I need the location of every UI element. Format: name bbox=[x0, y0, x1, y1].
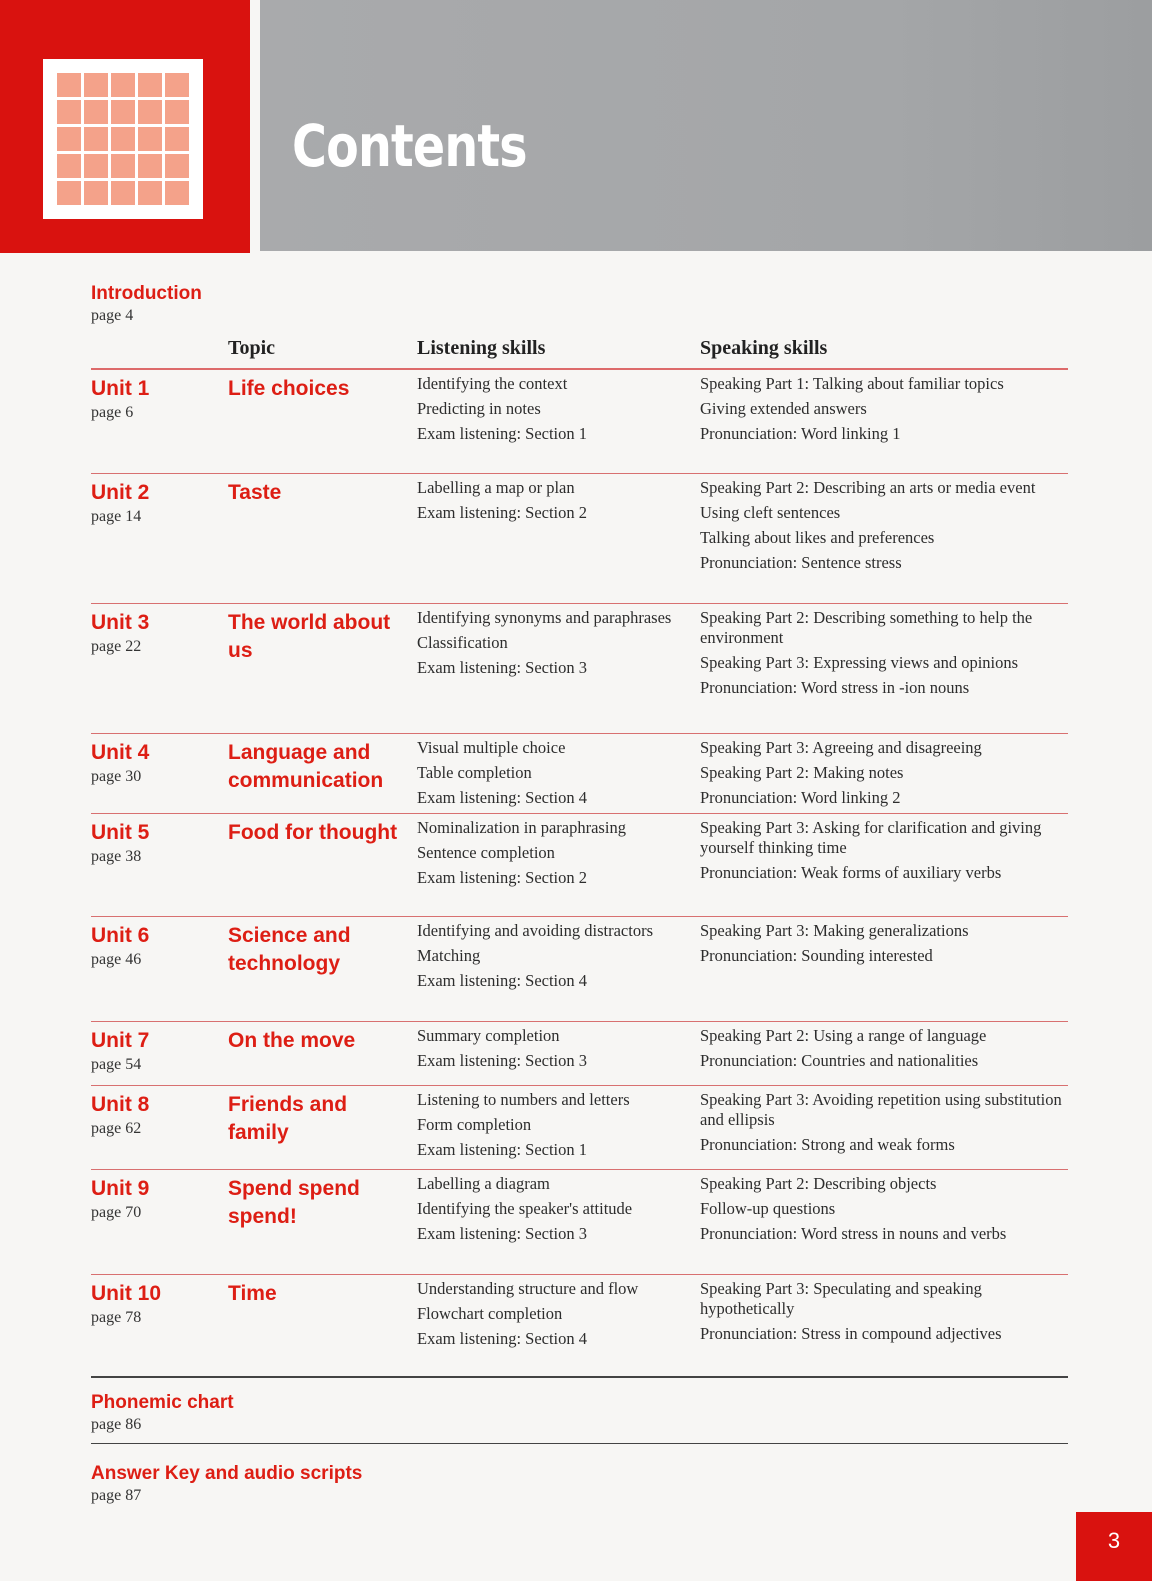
skill-item: Pronunciation: Word linking 2 bbox=[700, 788, 901, 807]
skill-item: Exam listening: Section 4 bbox=[417, 1329, 588, 1348]
skill-item: Speaking Part 2: Describing objects bbox=[700, 1174, 937, 1193]
column-header-speaking: Speaking skills bbox=[700, 337, 828, 359]
skill-item: Predicting in notes bbox=[417, 399, 541, 418]
skill-item: Exam listening: Section 2 bbox=[417, 868, 588, 887]
unit-label[interactable]: Unit 10 bbox=[91, 1282, 162, 1305]
speaking-skills bbox=[700, 1174, 1068, 1249]
speaking-skills bbox=[700, 921, 1068, 971]
answer-key-page: page 87 bbox=[91, 1487, 142, 1504]
table-row-unit-4[interactable] bbox=[91, 734, 1068, 814]
phonemic-page: page 86 bbox=[91, 1416, 142, 1433]
unit-page: page 38 bbox=[91, 848, 142, 865]
listening-skills bbox=[417, 478, 697, 528]
skill-item: Form completion bbox=[417, 1115, 532, 1134]
listening-skills bbox=[417, 1174, 697, 1249]
unit-page: page 6 bbox=[91, 404, 134, 421]
listening-skills bbox=[417, 818, 697, 893]
skill-item: Sentence completion bbox=[417, 843, 555, 862]
table-row-unit-6[interactable] bbox=[91, 917, 1068, 1022]
listening-skills bbox=[417, 921, 697, 996]
skill-item: Speaking Part 2: Making notes bbox=[700, 763, 904, 782]
skill-item: Speaking Part 2: Describing something to help the environment bbox=[700, 608, 1033, 647]
table-row-unit-5[interactable] bbox=[91, 814, 1068, 917]
unit-topic[interactable]: Language and communication bbox=[228, 741, 384, 792]
table-row-unit-10[interactable] bbox=[91, 1275, 1068, 1378]
table-row-unit-9[interactable] bbox=[91, 1170, 1068, 1275]
skill-item: Exam listening: Section 3 bbox=[417, 658, 588, 677]
phonemic-label[interactable]: Phonemic chart bbox=[91, 1392, 234, 1413]
unit-topic[interactable]: Friends and family bbox=[228, 1093, 348, 1144]
unit-page: page 22 bbox=[91, 638, 142, 655]
unit-topic[interactable]: Taste bbox=[228, 481, 282, 504]
skill-item: Speaking Part 2: Using a range of language bbox=[700, 1026, 987, 1045]
unit-label[interactable]: Unit 7 bbox=[91, 1029, 150, 1052]
skill-item: Follow-up questions bbox=[700, 1199, 836, 1218]
skill-item: Understanding structure and flow bbox=[417, 1279, 639, 1298]
listening-skills bbox=[417, 608, 697, 683]
skill-item: Speaking Part 3: Expressing views and opinions bbox=[700, 653, 1019, 672]
table-row-unit-8[interactable] bbox=[91, 1086, 1068, 1170]
unit-label[interactable]: Unit 1 bbox=[91, 377, 150, 400]
skill-item: Exam listening: Section 1 bbox=[417, 1140, 588, 1159]
unit-page: page 62 bbox=[91, 1120, 142, 1137]
answer-key-label[interactable]: Answer Key and audio scripts bbox=[91, 1463, 363, 1484]
skill-item: Pronunciation: Countries and nationalities bbox=[700, 1051, 979, 1070]
unit-topic[interactable]: The world about us bbox=[228, 611, 391, 662]
unit-label[interactable]: Unit 2 bbox=[91, 481, 150, 504]
logo bbox=[43, 59, 203, 219]
skill-item: Identifying synonyms and paraphrases bbox=[417, 608, 672, 627]
skill-item: Identifying and avoiding distractors bbox=[417, 921, 653, 940]
skill-item: Pronunciation: Sentence stress bbox=[700, 553, 902, 572]
skill-item: Pronunciation: Word stress in nouns and verbs bbox=[700, 1224, 1007, 1243]
skill-item: Exam listening: Section 3 bbox=[417, 1224, 588, 1243]
skill-item: Exam listening: Section 1 bbox=[417, 424, 588, 443]
skill-item: Speaking Part 2: Describing an arts or media event bbox=[700, 478, 1036, 497]
speaking-skills bbox=[700, 738, 1068, 813]
skill-item: Exam listening: Section 4 bbox=[417, 971, 588, 990]
skill-item: Speaking Part 3: Avoiding repetition using substitution and ellipsis bbox=[700, 1090, 1062, 1129]
listening-skills bbox=[417, 1090, 697, 1165]
skill-item: Speaking Part 3: Speculating and speaking hypothetically bbox=[700, 1279, 982, 1318]
speaking-skills bbox=[700, 1090, 1068, 1160]
unit-page: page 46 bbox=[91, 951, 142, 968]
unit-label[interactable]: Unit 4 bbox=[91, 741, 150, 764]
page-title: Contents bbox=[292, 112, 527, 180]
table-row-unit-1[interactable] bbox=[91, 370, 1068, 474]
skill-item: Pronunciation: Weak forms of auxiliary verbs bbox=[700, 863, 1002, 882]
unit-label[interactable]: Unit 3 bbox=[91, 611, 150, 634]
speaking-skills bbox=[700, 374, 1068, 449]
answer-key-section[interactable] bbox=[91, 1463, 362, 1505]
intro-label[interactable]: Introduction bbox=[91, 283, 202, 304]
page-number: 3 bbox=[1076, 1512, 1152, 1581]
skill-item: Speaking Part 3: Asking for clarification and giving yourself thinking time bbox=[700, 818, 1042, 857]
skill-item: Classification bbox=[417, 633, 508, 652]
skill-item: Summary completion bbox=[417, 1026, 560, 1045]
intro-page: page 4 bbox=[91, 307, 134, 324]
skill-item: Exam listening: Section 4 bbox=[417, 788, 588, 807]
speaking-skills bbox=[700, 818, 1068, 888]
phonemic-section[interactable] bbox=[91, 1392, 234, 1434]
skill-item: Using cleft sentences bbox=[700, 503, 841, 522]
skill-item: Giving extended answers bbox=[700, 399, 867, 418]
listening-skills bbox=[417, 374, 697, 449]
skill-item: Labelling a map or plan bbox=[417, 478, 575, 497]
unit-topic[interactable]: Spend spend spend! bbox=[228, 1177, 360, 1228]
skill-item: Table completion bbox=[417, 763, 532, 782]
skill-item: Pronunciation: Word linking 1 bbox=[700, 424, 901, 443]
unit-page: page 30 bbox=[91, 768, 142, 785]
skill-item: Pronunciation: Strong and weak forms bbox=[700, 1135, 955, 1154]
column-header-topic: Topic bbox=[228, 337, 276, 359]
skill-item: Exam listening: Section 3 bbox=[417, 1051, 588, 1070]
unit-topic[interactable]: Food for thought bbox=[228, 821, 398, 844]
unit-page: page 54 bbox=[91, 1056, 142, 1073]
unit-label[interactable]: Unit 5 bbox=[91, 821, 150, 844]
listening-skills bbox=[417, 1279, 697, 1354]
skill-item: Speaking Part 3: Agreeing and disagreeing bbox=[700, 738, 982, 757]
header-red-block bbox=[0, 0, 250, 253]
skill-item: Nominalization in paraphrasing bbox=[417, 818, 626, 837]
contents-table bbox=[91, 368, 1068, 1378]
skill-item: Matching bbox=[417, 946, 481, 965]
unit-topic[interactable]: Science and technology bbox=[228, 924, 351, 975]
skill-item: Flowchart completion bbox=[417, 1304, 563, 1323]
table-row-unit-3[interactable] bbox=[91, 604, 1068, 734]
unit-topic[interactable]: Life choices bbox=[228, 377, 350, 400]
listening-skills bbox=[417, 1026, 697, 1076]
unit-topic[interactable]: On the move bbox=[228, 1029, 356, 1052]
column-header-listening: Listening skills bbox=[417, 337, 546, 359]
table-row-unit-7[interactable] bbox=[91, 1022, 1068, 1086]
skill-item: Labelling a diagram bbox=[417, 1174, 550, 1193]
skill-item: Speaking Part 1: Talking about familiar topics bbox=[700, 374, 1004, 393]
listening-skills bbox=[417, 738, 697, 813]
skill-item: Pronunciation: Sounding interested bbox=[700, 946, 933, 965]
table-row-unit-2[interactable] bbox=[91, 474, 1068, 604]
skill-item: Identifying the context bbox=[417, 374, 568, 393]
unit-label[interactable]: Unit 9 bbox=[91, 1177, 150, 1200]
unit-page: page 14 bbox=[91, 508, 142, 525]
unit-label[interactable]: Unit 6 bbox=[91, 924, 150, 947]
skill-item: Pronunciation: Word stress in -ion nouns bbox=[700, 678, 970, 697]
skill-item: Pronunciation: Stress in compound adjectives bbox=[700, 1324, 1002, 1343]
unit-label[interactable]: Unit 8 bbox=[91, 1093, 150, 1116]
speaking-skills bbox=[700, 478, 1068, 578]
speaking-skills bbox=[700, 1279, 1068, 1349]
speaking-skills bbox=[700, 608, 1068, 703]
unit-topic[interactable]: Time bbox=[228, 1282, 277, 1305]
unit-page: page 70 bbox=[91, 1204, 142, 1221]
skill-item: Visual multiple choice bbox=[417, 738, 566, 757]
skill-item: Identifying the speaker's attitude bbox=[417, 1199, 633, 1218]
divider bbox=[91, 1443, 1068, 1444]
speaking-skills bbox=[700, 1026, 1068, 1076]
skill-item: Speaking Part 3: Making generalizations bbox=[700, 921, 969, 940]
skill-item: Exam listening: Section 2 bbox=[417, 503, 588, 522]
intro-section[interactable] bbox=[91, 283, 202, 325]
unit-page: page 78 bbox=[91, 1309, 142, 1326]
logo-grid-icon bbox=[57, 73, 189, 205]
skill-item: Listening to numbers and letters bbox=[417, 1090, 630, 1109]
skill-item: Talking about likes and preferences bbox=[700, 528, 935, 547]
